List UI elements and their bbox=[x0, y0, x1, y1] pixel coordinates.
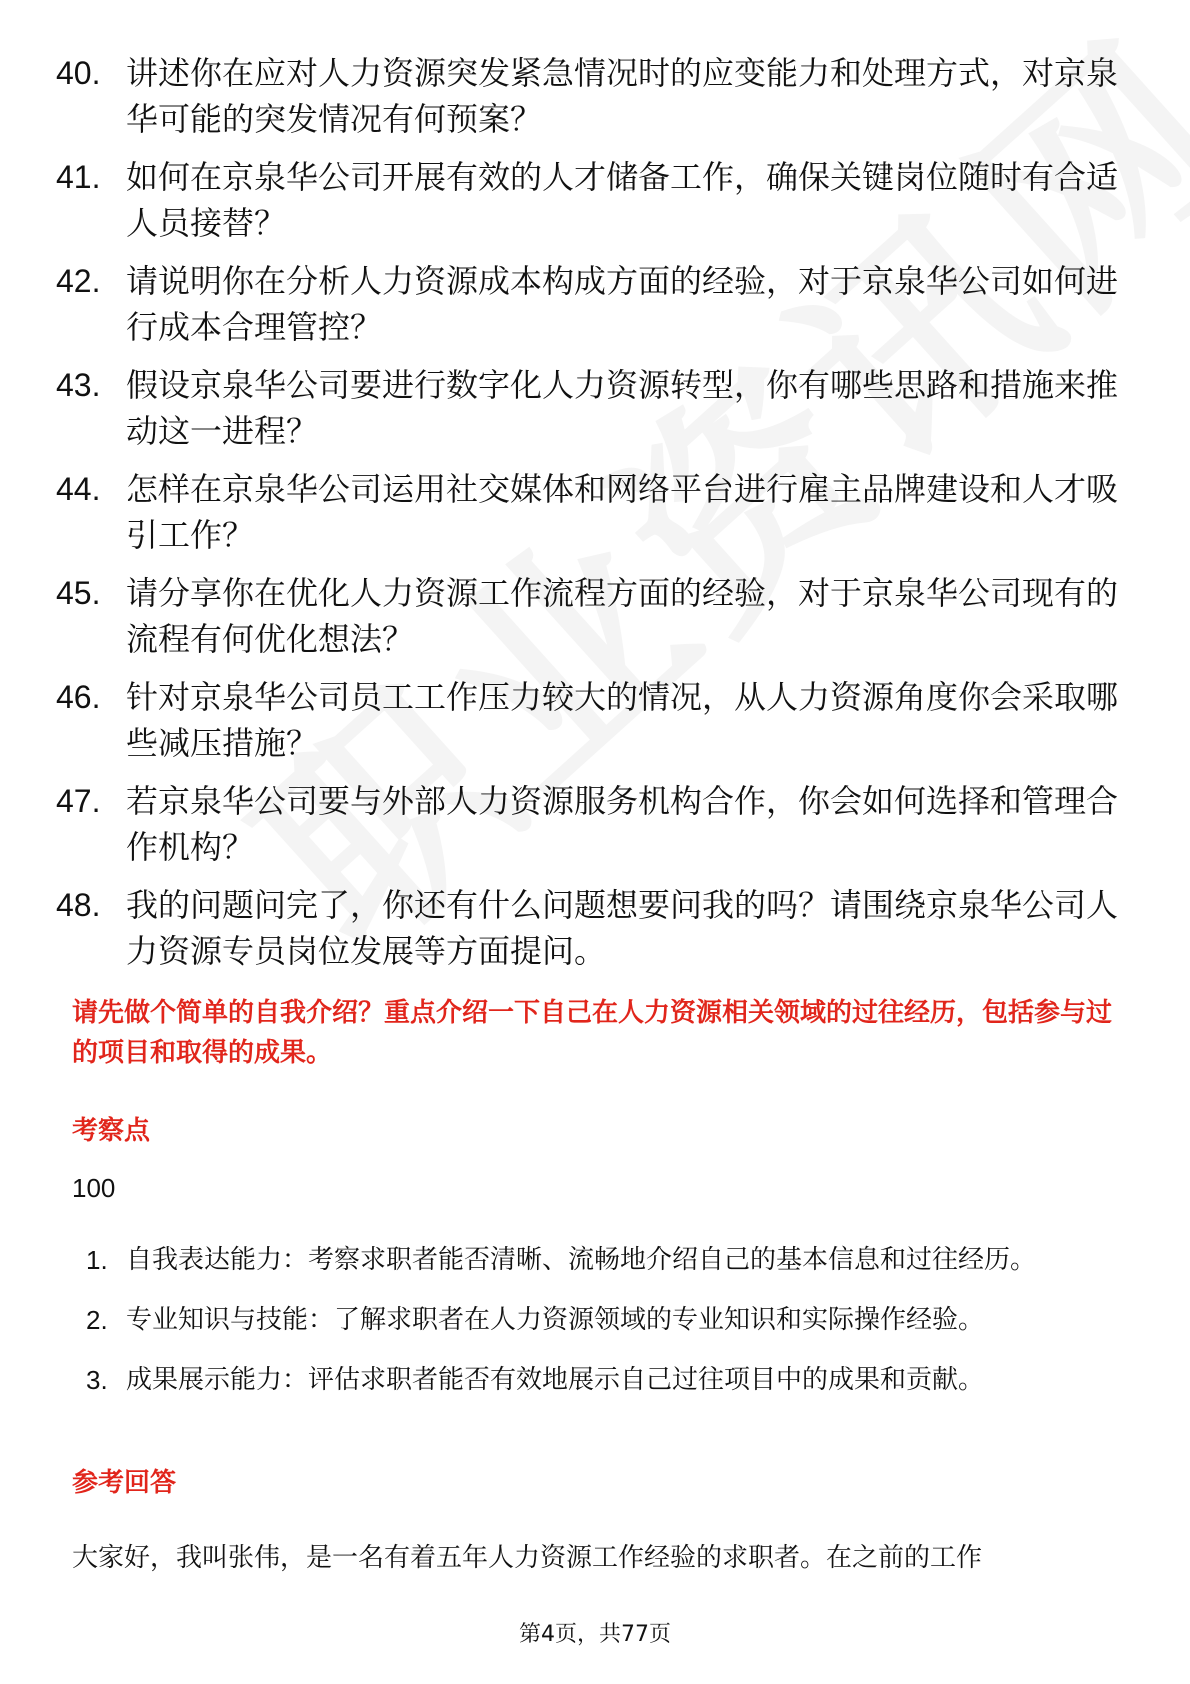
question-list bbox=[56, 50, 1136, 986]
question-number: 41. bbox=[56, 159, 101, 195]
question-item bbox=[56, 154, 1136, 246]
question-item bbox=[56, 882, 1136, 974]
question-number: 46. bbox=[56, 679, 101, 715]
question-item bbox=[56, 258, 1136, 350]
question-number: 45. bbox=[56, 575, 101, 611]
question-text: 怎样在京泉华公司运用社交媒体和网络平台进行雇主品牌建设和人才吸引工作？ bbox=[126, 470, 1119, 554]
section-heading-points: 考察点 bbox=[72, 1116, 151, 1146]
question-text: 针对京泉华公司员工工作压力较大的情况，从人力资源角度你会采取哪些减压措施？ bbox=[126, 678, 1119, 762]
question-item bbox=[56, 570, 1136, 662]
question-text: 请说明你在分析人力资源成本构成方面的经验，对于京泉华公司如何进行成本合理管控？ bbox=[126, 262, 1119, 346]
page-footer: 第4页，共77页 bbox=[519, 1622, 671, 1647]
point-text: 自我表达能力：考察求职者能否清晰、流畅地介绍自己的基本信息和过往经历。 bbox=[126, 1245, 1037, 1275]
answer-text: 大家好，我叫张伟，是一名有着五年人力资源工作经验的求职者。在之前的工作 bbox=[72, 1543, 983, 1573]
question-item bbox=[56, 674, 1136, 766]
score-value: 100 bbox=[72, 1173, 116, 1203]
question-text: 若京泉华公司要与外部人力资源服务机构合作，你会如何选择和管理合作机构？ bbox=[126, 782, 1119, 866]
question-number: 43. bbox=[56, 367, 101, 403]
highlight-question: 请先做个简单的自我介绍？重点介绍一下自己在人力资源相关领域的过往经历，包括参与过的项目和取得的成果。 bbox=[72, 998, 1113, 1068]
question-item bbox=[56, 50, 1136, 142]
point-text: 成果展示能力：评估求职者能否有效地展示自己过往项目中的成果和贡献。 bbox=[126, 1365, 985, 1395]
point-number: 2. bbox=[86, 1305, 108, 1335]
question-number: 47. bbox=[56, 783, 101, 819]
question-text: 假设京泉华公司要进行数字化人力资源转型，你有哪些思路和措施来推动这一进程？ bbox=[126, 366, 1119, 450]
question-number: 44. bbox=[56, 471, 101, 507]
point-item bbox=[86, 1292, 1126, 1348]
point-number: 3. bbox=[86, 1365, 108, 1395]
point-item bbox=[86, 1232, 1126, 1288]
point-item bbox=[86, 1352, 1126, 1408]
point-text: 专业知识与技能：了解求职者在人力资源领域的专业知识和实际操作经验。 bbox=[126, 1305, 985, 1335]
question-number: 40. bbox=[56, 55, 101, 91]
question-text: 如何在京泉华公司开展有效的人才储备工作，确保关键岗位随时有合适人员接替？ bbox=[126, 158, 1119, 242]
question-item bbox=[56, 362, 1136, 454]
question-text: 我的问题问完了，你还有什么问题想要问我的吗？请围绕京泉华公司人力资源专员岗位发展等方面提问。 bbox=[126, 886, 1119, 970]
question-text: 请分享你在优化人力资源工作流程方面的经验，对于京泉华公司现有的流程有何优化想法？ bbox=[126, 574, 1119, 658]
question-item bbox=[56, 778, 1136, 870]
question-number: 48. bbox=[56, 887, 101, 923]
points-list bbox=[86, 1232, 1126, 1412]
section-heading-answer: 参考回答 bbox=[72, 1468, 177, 1498]
question-number: 42. bbox=[56, 263, 101, 299]
point-number: 1. bbox=[86, 1245, 108, 1275]
question-text: 讲述你在应对人力资源突发紧急情况时的应变能力和处理方式，对京泉华可能的突发情况有何预案？ bbox=[126, 54, 1119, 138]
question-item bbox=[56, 466, 1136, 558]
